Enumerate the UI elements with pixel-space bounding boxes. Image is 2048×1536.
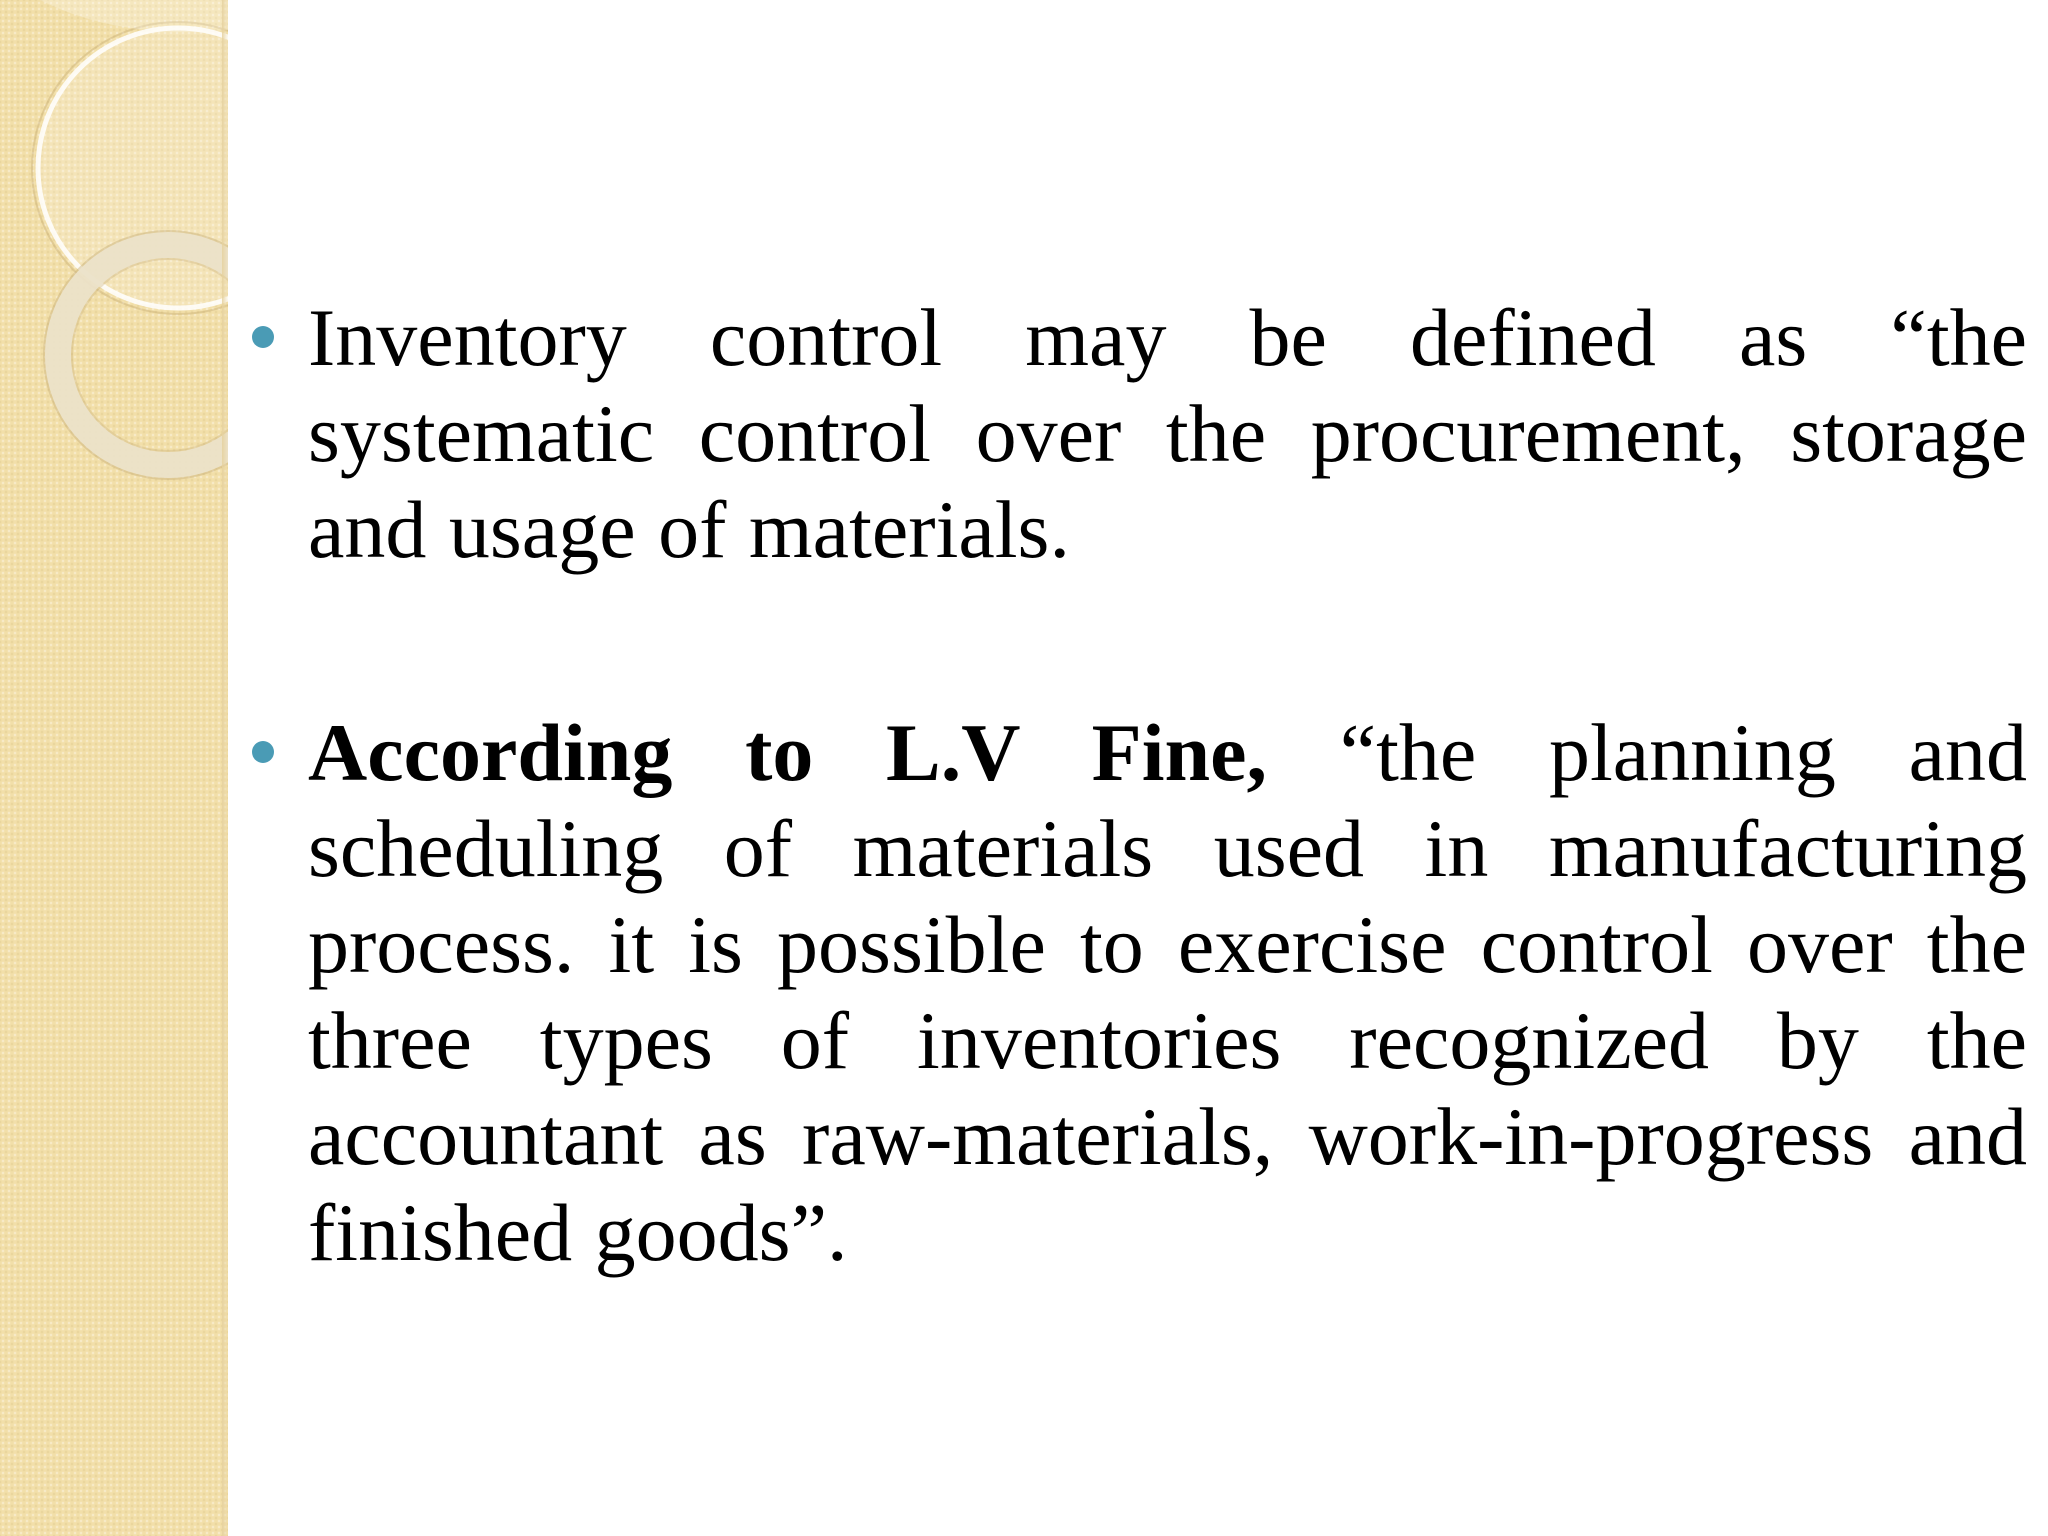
bullet-body: “the planning and scheduling of materials used in manufacturing process. it is possible to exercise control over the three types of inventories recognized by the accountant as raw-materials, work-in-progress and finished goods”.: [308, 707, 2027, 1278]
bullet-text: [308, 290, 2027, 578]
decorative-circles: [0, 0, 228, 1536]
bullet-dot-icon: [252, 326, 274, 348]
decorative-side-panel: [0, 0, 228, 1536]
bullet-text: [308, 705, 2027, 1281]
bullet-lead: According to L.V Fine,: [308, 707, 1268, 798]
bullet-body: Inventory control may be defined as “the systematic control over the procurement, storage and usage of materials.: [308, 292, 2027, 575]
side-panel-edge: [222, 0, 228, 1536]
bullet-dot-icon: [252, 741, 274, 763]
